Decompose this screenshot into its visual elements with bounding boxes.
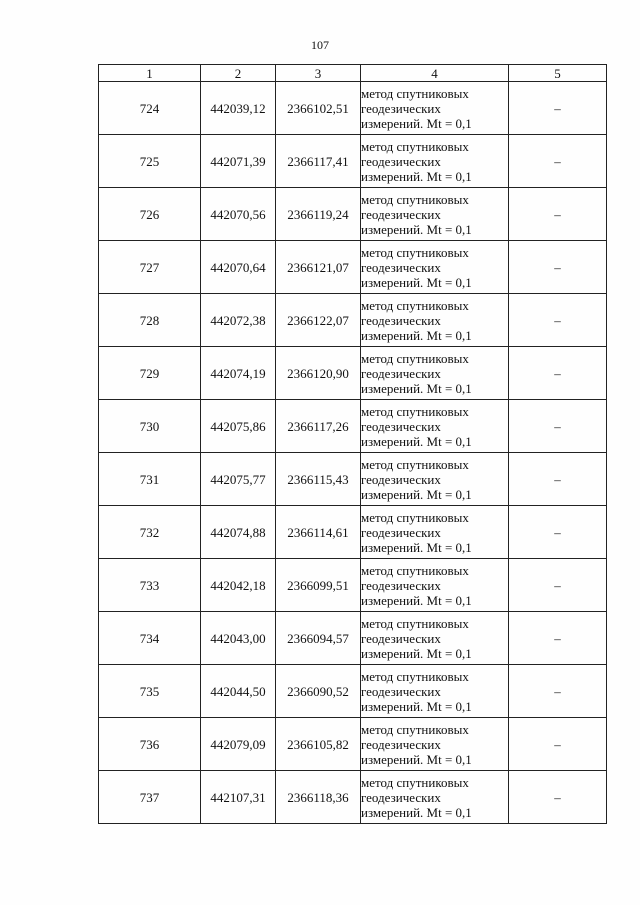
column-header: 4 [361, 65, 509, 82]
coordinate-x: 442039,12 [201, 82, 276, 135]
column-header: 5 [509, 65, 607, 82]
coordinate-x: 442079,09 [201, 718, 276, 771]
point-number: 726 [99, 188, 201, 241]
method-description [361, 665, 509, 718]
point-number: 725 [99, 135, 201, 188]
method-line: геодезических [361, 312, 441, 328]
method-description [361, 82, 509, 135]
method-line: метод спутниковых [361, 350, 469, 366]
table-body [99, 82, 607, 824]
method-line: геодезических [361, 100, 441, 116]
method-line: геодезических [361, 153, 441, 169]
method-line: геодезических [361, 630, 441, 646]
table-row [99, 506, 607, 559]
method-line: измерений. Mt = 0,1 [361, 645, 472, 661]
method-line: измерений. Mt = 0,1 [361, 327, 472, 343]
coordinate-x: 442075,77 [201, 453, 276, 506]
method-line: метод спутниковых [361, 191, 469, 207]
column-5-value: – [509, 718, 607, 771]
method-description [361, 294, 509, 347]
table-row [99, 453, 607, 506]
method-line: геодезических [361, 736, 441, 752]
method-line: измерений. Mt = 0,1 [361, 751, 472, 767]
column-5-value: – [509, 559, 607, 612]
column-header: 2 [201, 65, 276, 82]
coordinate-x: 442044,50 [201, 665, 276, 718]
point-number: 729 [99, 347, 201, 400]
coordinate-x: 442070,64 [201, 241, 276, 294]
point-number: 728 [99, 294, 201, 347]
coordinates-table [98, 64, 607, 824]
column-5-value: – [509, 453, 607, 506]
coordinate-y: 2366120,90 [276, 347, 361, 400]
method-line: метод спутниковых [361, 297, 469, 313]
method-line: метод спутниковых [361, 774, 469, 790]
table-row [99, 718, 607, 771]
table-row [99, 400, 607, 453]
method-line: измерений. Mt = 0,1 [361, 115, 472, 131]
method-line: геодезических [361, 259, 441, 275]
point-number: 732 [99, 506, 201, 559]
coordinate-x: 442072,38 [201, 294, 276, 347]
column-5-value: – [509, 188, 607, 241]
method-line: измерений. Mt = 0,1 [361, 698, 472, 714]
table-row [99, 135, 607, 188]
table-row [99, 347, 607, 400]
table-row [99, 771, 607, 824]
method-line: метод спутниковых [361, 615, 469, 631]
method-line: геодезических [361, 789, 441, 805]
column-5-value: – [509, 241, 607, 294]
coordinate-y: 2366118,36 [276, 771, 361, 824]
column-5-value: – [509, 294, 607, 347]
table-row [99, 559, 607, 612]
method-description [361, 771, 509, 824]
table-row [99, 665, 607, 718]
coordinate-y: 2366114,61 [276, 506, 361, 559]
coordinate-y: 2366102,51 [276, 82, 361, 135]
method-line: геодезических [361, 683, 441, 699]
method-line: геодезических [361, 577, 441, 593]
coordinate-y: 2366117,26 [276, 400, 361, 453]
method-line: геодезических [361, 206, 441, 222]
point-number: 735 [99, 665, 201, 718]
coordinate-x: 442043,00 [201, 612, 276, 665]
column-5-value: – [509, 400, 607, 453]
coordinate-x: 442070,56 [201, 188, 276, 241]
method-line: измерений. Mt = 0,1 [361, 380, 472, 396]
method-line: измерений. Mt = 0,1 [361, 433, 472, 449]
coordinate-x: 442074,19 [201, 347, 276, 400]
coordinate-y: 2366094,57 [276, 612, 361, 665]
method-line: измерений. Mt = 0,1 [361, 592, 472, 608]
point-number: 734 [99, 612, 201, 665]
coordinate-x: 442107,31 [201, 771, 276, 824]
method-line: измерений. Mt = 0,1 [361, 804, 472, 820]
column-5-value: – [509, 506, 607, 559]
point-number: 724 [99, 82, 201, 135]
method-line: геодезических [361, 471, 441, 487]
method-line: измерений. Mt = 0,1 [361, 168, 472, 184]
method-line: метод спутниковых [361, 509, 469, 525]
method-description [361, 241, 509, 294]
method-line: геодезических [361, 418, 441, 434]
column-5-value: – [509, 665, 607, 718]
column-5-value: – [509, 347, 607, 400]
method-line: геодезических [361, 524, 441, 540]
coordinate-y: 2366099,51 [276, 559, 361, 612]
method-line: измерений. Mt = 0,1 [361, 221, 472, 237]
coordinate-x: 442074,88 [201, 506, 276, 559]
column-header: 1 [99, 65, 201, 82]
table-row [99, 612, 607, 665]
coordinate-y: 2366122,07 [276, 294, 361, 347]
point-number: 731 [99, 453, 201, 506]
coordinate-y: 2366105,82 [276, 718, 361, 771]
method-line: метод спутниковых [361, 244, 469, 260]
coordinate-x: 442042,18 [201, 559, 276, 612]
header-row [99, 65, 607, 82]
column-header: 3 [276, 65, 361, 82]
method-line: геодезических [361, 365, 441, 381]
method-description [361, 718, 509, 771]
method-line: метод спутниковых [361, 403, 469, 419]
method-description [361, 347, 509, 400]
method-line: измерений. Mt = 0,1 [361, 274, 472, 290]
coordinate-y: 2366119,24 [276, 188, 361, 241]
coordinate-x: 442071,39 [201, 135, 276, 188]
method-description [361, 400, 509, 453]
table-row [99, 82, 607, 135]
method-line: метод спутниковых [361, 138, 469, 154]
method-description [361, 506, 509, 559]
table-row [99, 294, 607, 347]
method-line: метод спутниковых [361, 85, 469, 101]
table-row [99, 241, 607, 294]
method-description [361, 188, 509, 241]
method-line: измерений. Mt = 0,1 [361, 539, 472, 555]
column-5-value: – [509, 771, 607, 824]
column-5-value: – [509, 612, 607, 665]
point-number: 727 [99, 241, 201, 294]
column-5-value: – [509, 135, 607, 188]
method-line: метод спутниковых [361, 456, 469, 472]
coordinate-y: 2366090,52 [276, 665, 361, 718]
method-description [361, 135, 509, 188]
method-line: измерений. Mt = 0,1 [361, 486, 472, 502]
method-description [361, 612, 509, 665]
point-number: 730 [99, 400, 201, 453]
coordinate-y: 2366117,41 [276, 135, 361, 188]
method-line: метод спутниковых [361, 668, 469, 684]
method-line: метод спутниковых [361, 721, 469, 737]
coordinate-x: 442075,86 [201, 400, 276, 453]
point-number: 736 [99, 718, 201, 771]
column-5-value: – [509, 82, 607, 135]
method-line: метод спутниковых [361, 562, 469, 578]
coordinate-y: 2366121,07 [276, 241, 361, 294]
method-description [361, 453, 509, 506]
page-number: 107 [311, 38, 329, 52]
point-number: 733 [99, 559, 201, 612]
table-row [99, 188, 607, 241]
point-number: 737 [99, 771, 201, 824]
method-description [361, 559, 509, 612]
coordinate-y: 2366115,43 [276, 453, 361, 506]
